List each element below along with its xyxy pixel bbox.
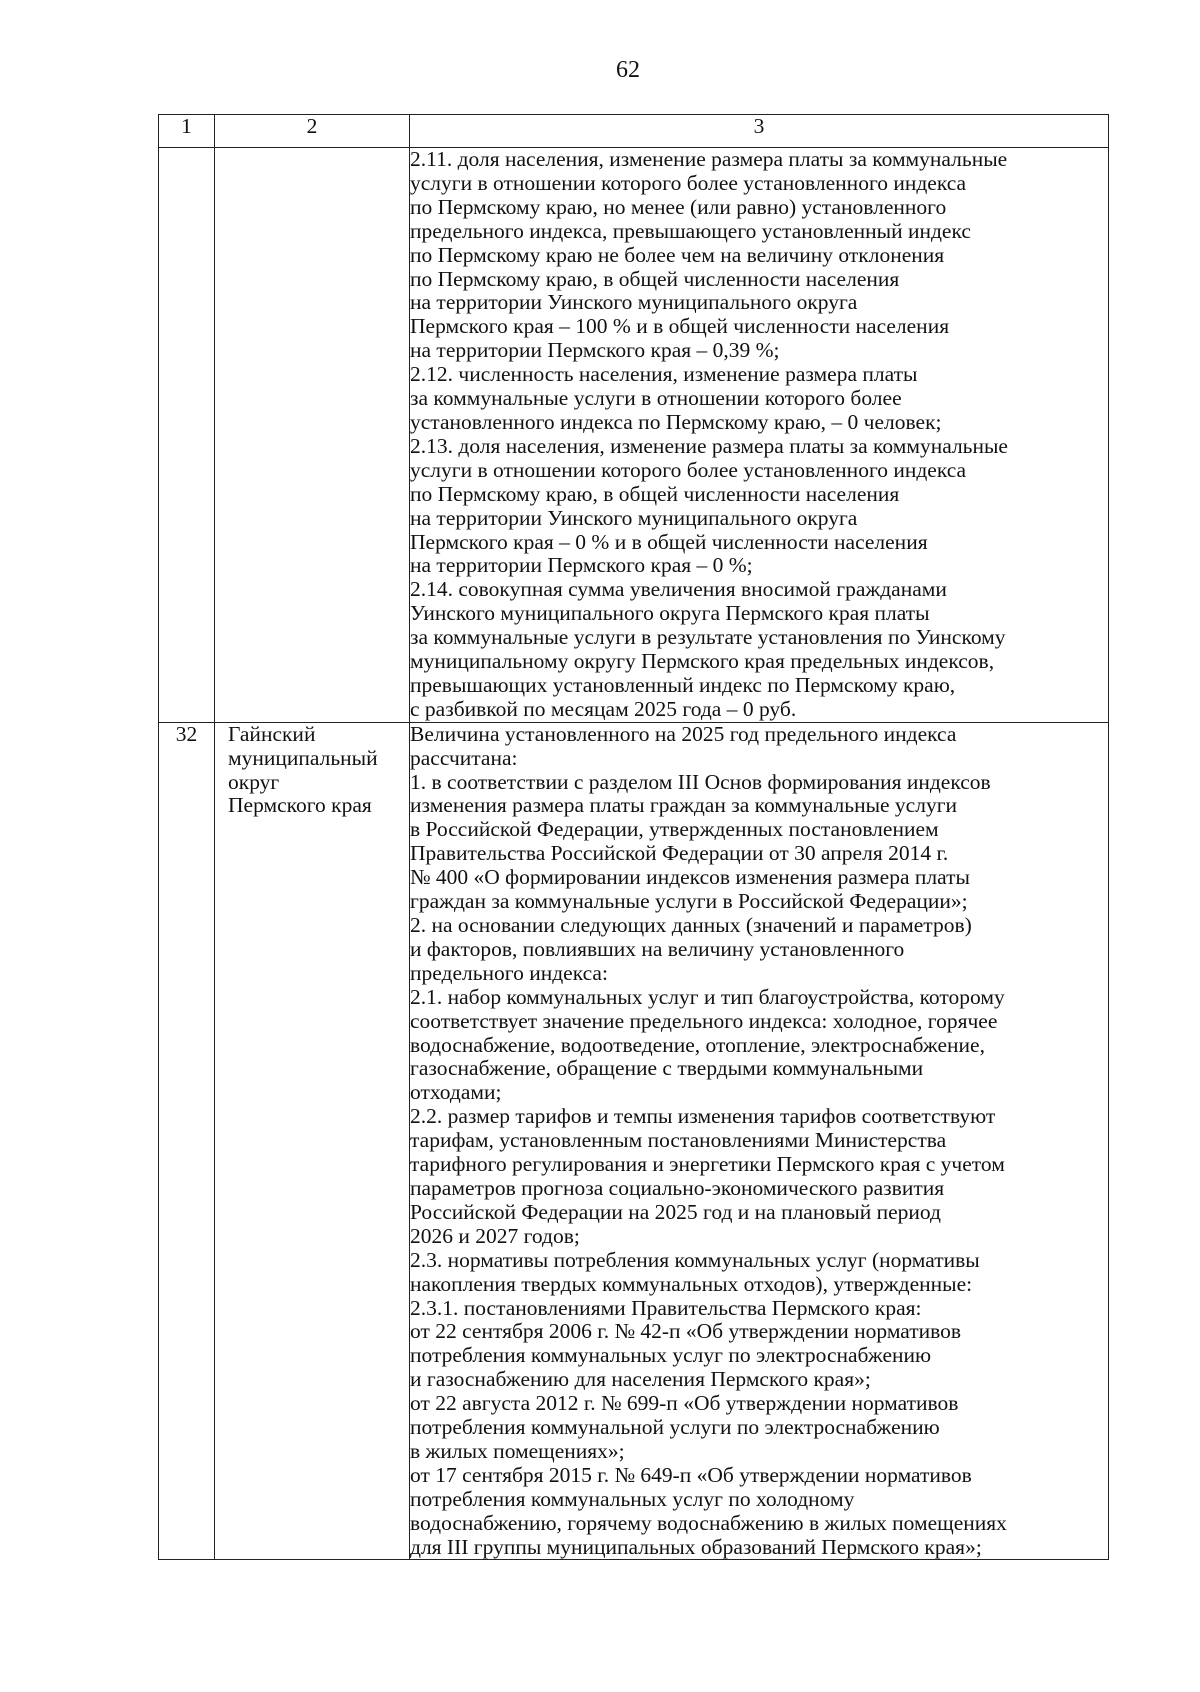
text-line: потребления коммунальной услуги по электроснабжению bbox=[410, 1415, 940, 1440]
text-line: тарифного регулирования и энергетики Пермского края с учетом bbox=[410, 1152, 1005, 1177]
text-line: на территории Пермского края – 0 %; bbox=[410, 553, 753, 578]
row-text bbox=[410, 148, 1109, 723]
text-line: 2.12. численность населения, изменение размера платы bbox=[410, 362, 918, 387]
text-line: тарифам, установленным постановлениями Министерства bbox=[410, 1128, 947, 1153]
text-line: отходами; bbox=[410, 1080, 502, 1105]
text-line: изменения размера платы граждан за коммунальные услуги bbox=[410, 793, 958, 818]
municipality-name: Гайнский муниципальный округ Пермского края bbox=[215, 722, 410, 1560]
row-number: 32 bbox=[159, 722, 215, 1560]
text-line: рассчитана: bbox=[410, 745, 518, 770]
text-line: 2.3. нормативы потребления коммунальных услуг (нормативы bbox=[410, 1247, 980, 1272]
text-line: Российской Федерации на 2025 год и на плановый период bbox=[410, 1199, 941, 1224]
text-line: водоснабжение, водоотведение, отопление, электроснабжение, bbox=[410, 1032, 985, 1057]
indices-table bbox=[158, 114, 1109, 1560]
text-line: и газоснабжению для населения Пермского края»; bbox=[410, 1367, 871, 1392]
table-row bbox=[159, 148, 1109, 723]
text-line: по Пермскому краю, но менее (или равно) установленного bbox=[410, 194, 947, 219]
text-line: для III группы муниципальных образований Пермского края»; bbox=[410, 1534, 982, 1559]
text-line: от 22 августа 2012 г. № 699-п «Об утверждении нормативов bbox=[410, 1391, 959, 1416]
text-line: от 22 сентября 2006 г. № 42-п «Об утверждении нормативов bbox=[410, 1319, 962, 1344]
text-line: и факторов, повлиявших на величину установленного bbox=[410, 936, 905, 961]
text-line: на территории Уинского муниципального округа bbox=[410, 290, 858, 315]
text-line: параметров прогноза социально-экономического развития bbox=[410, 1175, 945, 1200]
table-header-row bbox=[159, 115, 1109, 148]
text-line: на территории Пермского края – 0,39 %; bbox=[410, 338, 780, 363]
text-line: соответствует значение предельного индекса: холодное, горячее bbox=[410, 1008, 998, 1033]
text-line: Пермского края – 0 % и в общей численности населения bbox=[410, 529, 928, 554]
table-row bbox=[159, 722, 1109, 1560]
text-line: 1. в соответствии с разделом III Основ формирования индексов bbox=[410, 769, 991, 794]
text-line: установленного индекса по Пермскому краю, – 0 человек; bbox=[410, 409, 942, 434]
text-line: 2. на основании следующих данных (значений и параметров) bbox=[410, 913, 972, 937]
column-header-3: 3 bbox=[410, 115, 1109, 148]
text-line: услуги в отношении которого более установленного индекса bbox=[410, 170, 967, 195]
text-line: Уинского муниципального округа Пермского края платы bbox=[410, 601, 930, 626]
text-line: 2.1. набор коммунальных услуг и тип благоустройства, которому bbox=[410, 984, 1005, 1009]
text-line: 2.11. доля населения, изменение размера платы за коммунальные bbox=[410, 147, 1008, 171]
text-line: газоснабжение, обращение с твердыми коммунальными bbox=[410, 1056, 924, 1081]
text-line: на территории Уинского муниципального округа bbox=[410, 505, 858, 530]
column-header-1: 1 bbox=[159, 115, 215, 148]
text-line: по Пермскому краю, в общей численности населения bbox=[410, 266, 900, 291]
text-line: Пермского края – 100 % и в общей численности населения bbox=[410, 314, 950, 339]
text-line: услуги в отношении которого более установленного индекса bbox=[410, 457, 967, 482]
row-number bbox=[159, 148, 215, 723]
text-line: накопления твердых коммунальных отходов), утвержденные: bbox=[410, 1271, 973, 1296]
text-line: предельного индекса, превышающего установленный индекс bbox=[410, 218, 971, 243]
text-line: превышающих установленный индекс по Пермскому краю, bbox=[410, 672, 956, 697]
text-line: предельного индекса: bbox=[410, 960, 608, 985]
text-line: № 400 «О формировании индексов изменения размера платы bbox=[410, 865, 970, 890]
text-line: за коммунальные услуги в результате установления по Уинскому bbox=[410, 625, 1006, 650]
text-line: по Пермскому краю, в общей численности населения bbox=[410, 481, 900, 506]
text-line: 2.3.1. постановлениями Правительства Пермского края: bbox=[410, 1295, 922, 1320]
text-line: по Пермскому краю не более чем на величину отклонения bbox=[410, 242, 945, 267]
text-line: 2.2. размер тарифов и темпы изменения тарифов соответствуют bbox=[410, 1104, 996, 1129]
text-line: в Российской Федерации, утвержденных постановлением bbox=[410, 817, 939, 842]
text-line: 2.14. совокупная сумма увеличения вносимой гражданами bbox=[410, 577, 947, 602]
text-line: от 17 сентября 2015 г. № 649-п «Об утверждении нормативов bbox=[410, 1462, 972, 1487]
text-line: муниципальному округу Пермского края предельных индексов, bbox=[410, 649, 995, 674]
text-line: Величина установленного на 2025 год предельного индекса bbox=[410, 721, 957, 746]
text-line: потребления коммунальных услуг по электроснабжению bbox=[410, 1343, 932, 1368]
municipality-name bbox=[215, 148, 410, 723]
text-line: водоснабжению, горячему водоснабжению в жилых помещениях bbox=[410, 1510, 1007, 1535]
text-line: граждан за коммунальные услуги в Российской Федерации»; bbox=[410, 889, 968, 914]
page-number: 62 bbox=[616, 57, 640, 83]
text-line: с разбивкой по месяцам 2025 года – 0 руб. bbox=[410, 696, 797, 721]
text-line: 2.13. доля населения, изменение размера платы за коммунальные bbox=[410, 433, 1008, 458]
text-line: Правительства Российской Федерации от 30 апреля 2014 г. bbox=[410, 841, 949, 866]
text-line: за коммунальные услуги в отношении которого более bbox=[410, 386, 902, 411]
text-line: в жилых помещениях»; bbox=[410, 1438, 625, 1463]
column-header-2: 2 bbox=[215, 115, 410, 148]
text-line: потребления коммунальных услуг по холодному bbox=[410, 1486, 855, 1511]
text-line: 2026 и 2027 годов; bbox=[410, 1223, 580, 1248]
row-text bbox=[410, 722, 1109, 1560]
